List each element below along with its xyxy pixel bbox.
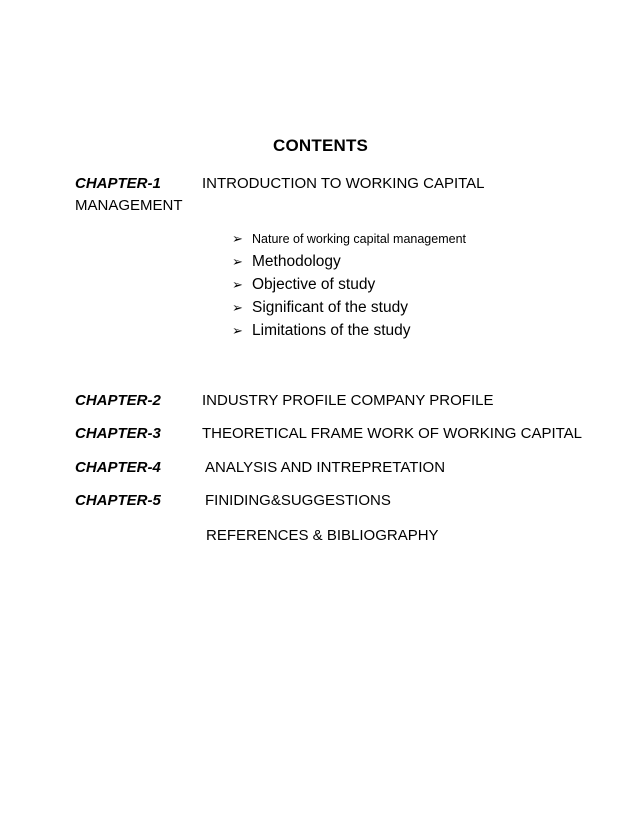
- arrowhead-bullet-icon: ➢: [232, 277, 243, 292]
- list-item: [232, 253, 341, 271]
- chapter-5-label: CHAPTER-5: [75, 492, 161, 509]
- topic-label: Significant of the study: [252, 299, 408, 316]
- topic-label: Objective of study: [252, 276, 376, 293]
- chapter-4-title: ANALYSIS AND INTREPRETATION: [205, 459, 446, 476]
- chapter-4-label: CHAPTER-4: [75, 459, 161, 476]
- chapter-5-title: FINIDING&SUGGESTIONS: [205, 492, 391, 509]
- arrowhead-bullet-icon: ➢: [232, 300, 243, 315]
- topic-label: Methodology: [252, 253, 341, 270]
- chapter-2-label: CHAPTER-2: [75, 392, 161, 409]
- list-item: [232, 231, 466, 247]
- arrowhead-bullet-icon: ➢: [232, 323, 243, 338]
- chapter-1-title-continued: MANAGEMENT: [75, 197, 183, 214]
- chapter-1-label: CHAPTER-1: [75, 175, 161, 192]
- chapter-1-title: INTRODUCTION TO WORKING CAPITAL: [202, 175, 485, 192]
- chapter-3-title: THEORETICAL FRAME WORK OF WORKING CAPITAL: [202, 425, 583, 442]
- references-entry: REFERENCES & BIBLIOGRAPHY: [206, 527, 439, 544]
- list-item: [232, 276, 375, 294]
- list-item: [232, 299, 408, 317]
- topic-label: Limitations of the study: [252, 322, 411, 339]
- chapter-3-label: CHAPTER-3: [75, 425, 161, 442]
- arrowhead-bullet-icon: ➢: [232, 231, 243, 246]
- page-title: CONTENTS: [273, 136, 369, 155]
- topic-label: Nature of working capital management: [252, 232, 467, 246]
- chapter-2-title: INDUSTRY PROFILE COMPANY PROFILE: [202, 392, 494, 409]
- list-item: [232, 322, 411, 340]
- arrowhead-bullet-icon: ➢: [232, 254, 243, 269]
